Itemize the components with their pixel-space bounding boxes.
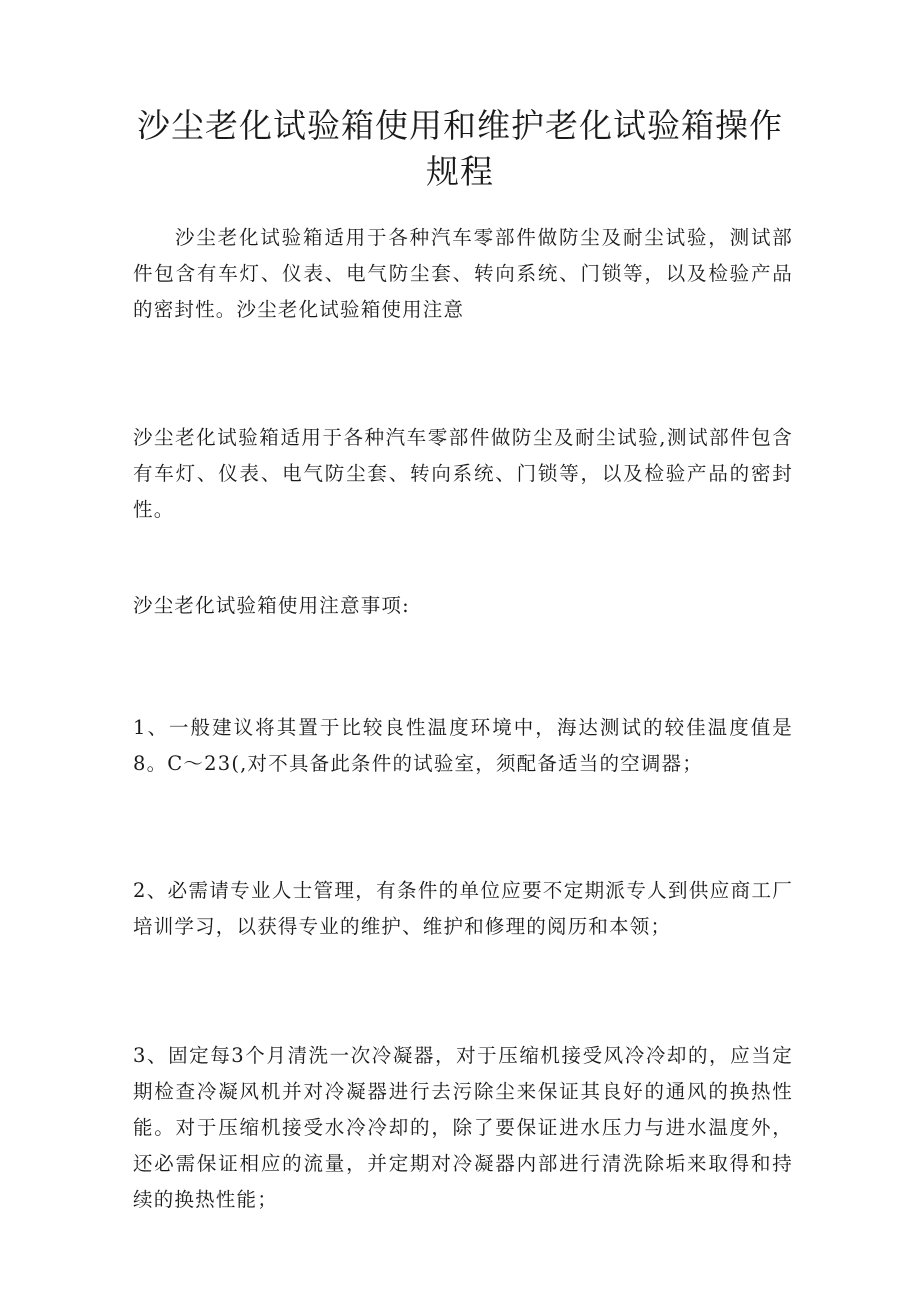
intro-paragraph: 沙尘老化试验箱适用于各种汽车零部件做防尘及耐尘试验，测试部件包含有车灯、仪表、电气防尘套、转向系统、门锁等，以及检验产品的密封性。沙尘老化试验箱使用注意 [133,226,793,321]
description-paragraph: 沙尘老化试验箱适用于各种汽车零部件做防尘及耐尘试验,测试部件包含有车灯、仪表、电气防尘套、转向系统、门锁等，以及检验产品的密封性。 [133,426,793,521]
note-item-3: 3、固定每3个月清洗一次冷凝器，对于压缩机接受风冷冷却的，应当定期检查冷凝风机并对冷凝器进行去污除尘来保证其良好的通风的换热性能。对于压缩机接受水冷冷却的，除了要保证进水压力与进水温度外，还必需保证相应的流量，并定期对冷凝器内部进行清洗除垢来取得和持续的换热性能； [133,1044,793,1211]
document-title [130,103,790,195]
title-line-2: 规程 [426,152,494,191]
note-item-1: 1、一般建议将其置于比较良性温度环境中，海达测试的较佳温度值是8。C～23(,对不具备此条件的试验室，须配备适当的空调器； [133,716,793,775]
note-item-2: 2、必需请专业人士管理，有条件的单位应要不定期派专人到供应商工厂培训学习，以获得专业的维护、维护和修理的阅历和本领； [133,879,793,938]
notes-heading-paragraph: 沙尘老化试验箱使用注意事项: [133,594,410,617]
title-line-1: 沙尘老化试验箱使用和维护老化试验箱操作 [137,106,783,145]
